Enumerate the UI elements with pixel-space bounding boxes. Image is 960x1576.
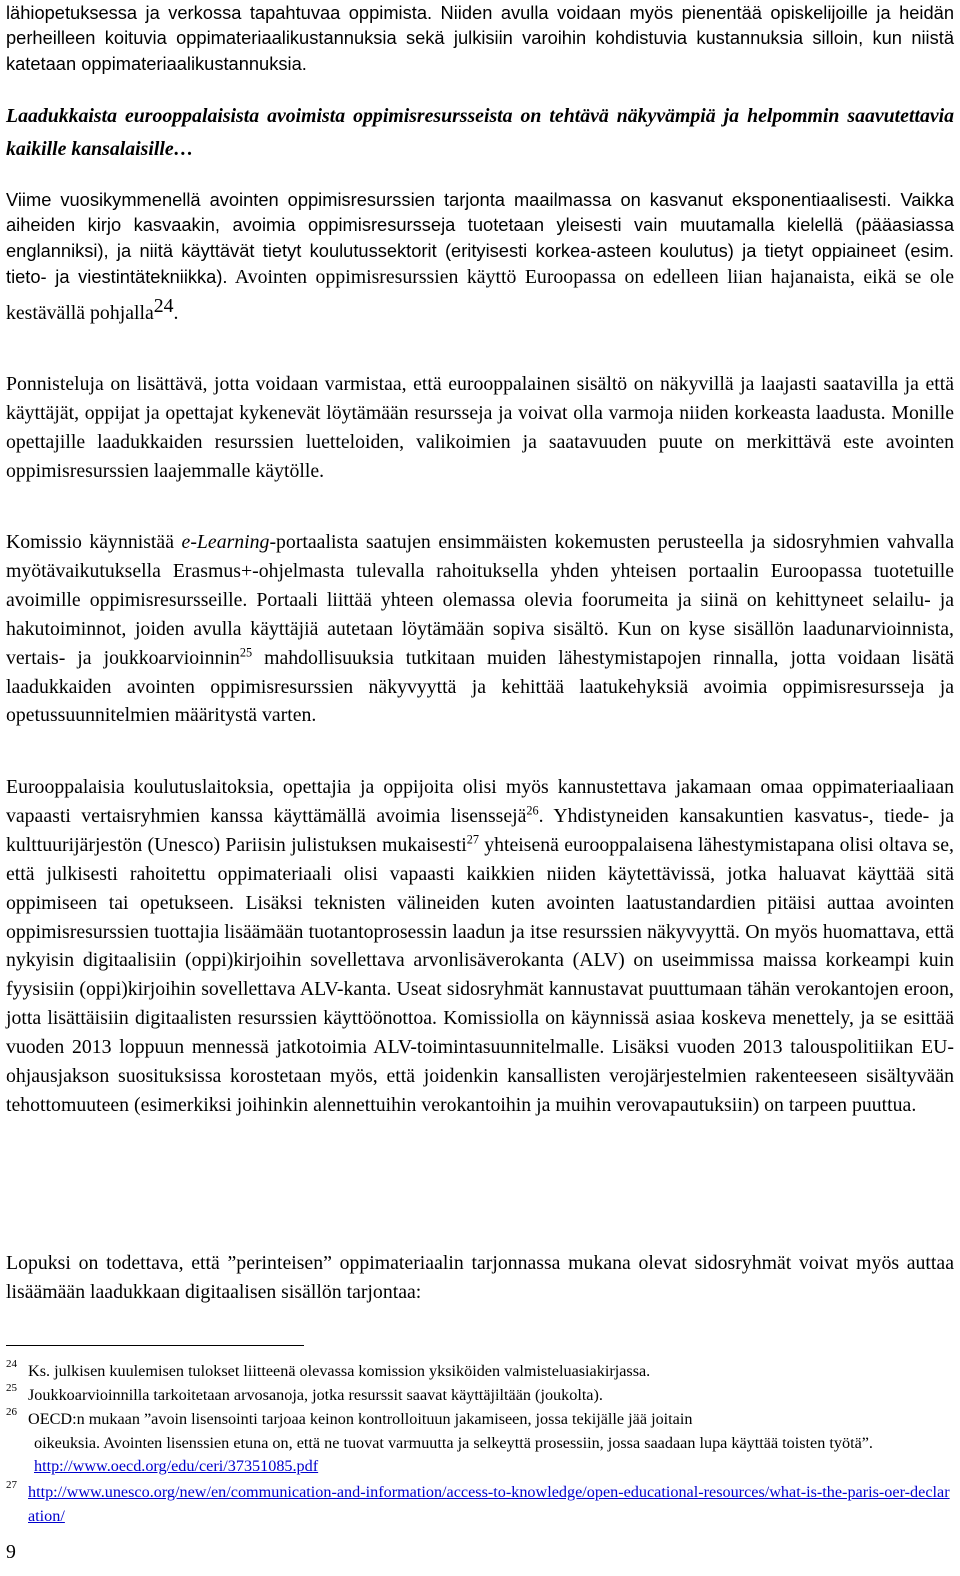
footnote-ref[interactable]: 27 bbox=[466, 832, 479, 847]
paragraph-text: Komissio käynnistää bbox=[6, 531, 182, 553]
paragraph-intro bbox=[6, 0, 954, 76]
paragraph-portal bbox=[6, 528, 954, 730]
footnote-text bbox=[6, 1408, 950, 1479]
paragraph-efforts: Ponnisteluja on lisättävä, jotta voidaan varmistaa, että eurooppalainen sisältö on näkyvillä ja laajasti saatavilla ja että käyttäjät, oppijat ja opettajat kykenevät löytämään resursseja ja voivat olla varmoja niiden korkeasta laadusta. Monille opettajille laadukkaiden resurssien luetteloiden, valikoimien ja saatavuuden puute on merkittävä este avointen oppimisresurssien laajemmalle käytölle. bbox=[6, 373, 954, 482]
footnote bbox=[6, 1384, 950, 1408]
footnote-text: Ks. julkisen kuulemisen tulokset liitteenä olevassa komission yksiköiden valmisteluasiakirjassa. bbox=[28, 1362, 651, 1380]
paragraph-text: . bbox=[173, 302, 179, 325]
footnote-ref[interactable]: 25 bbox=[239, 645, 253, 660]
footnote-text-line: OECD:n mukaan ”avoin lisensointi tarjoaa keinon kontrolloituun jakamiseen, jossa tekijälle jää joitain bbox=[28, 1410, 693, 1428]
paragraph-conclusion: Lopuksi on todettava, että ”perinteisen” oppimateriaalin tarjonnassa mukana olevat sidosryhmät voivat myös auttaa lisäämään laadukkaan digitaalisen sisällön tarjontaa: bbox=[6, 1252, 954, 1303]
paragraph-text: . Yhdistyneiden kansakuntien kasvatus-, tiede- ja kulttuurijärjestön (Unesco) Pariisin julistuksen mukaisesti bbox=[6, 804, 954, 856]
footnote-text bbox=[6, 1481, 950, 1528]
footnote-divider bbox=[6, 1345, 304, 1346]
footnote-number: 27 bbox=[6, 1479, 17, 1491]
footnote-link[interactable]: http://www.unesco.org/new/en/communication-and-information/access-to-knowledge/open-educational-resources/what-is-the-paris-oer-declaration/ bbox=[28, 1483, 950, 1525]
footnote-text-line: oikeuksia. Avointen lisenssien etuna on, että ne tuovat varmuutta ja selkeyttä prosessiin, jossa saadaan lupa käyttää toisten työtä”. bbox=[34, 1433, 873, 1452]
emphasis-text: e-Learning bbox=[181, 531, 270, 553]
footnote-number: 25 bbox=[6, 1382, 17, 1394]
paragraph-text: Avointen oppimisresurssien käyttö Euroopassa on edelleen liian hajanaista, eikä se ole kestävällä pohjalla bbox=[6, 266, 954, 325]
footnote bbox=[6, 1481, 950, 1528]
paragraph-open-resources bbox=[6, 187, 954, 328]
footnote-number: 24 bbox=[6, 1358, 17, 1370]
footnote bbox=[6, 1408, 950, 1479]
footnote-text-continuation bbox=[28, 1432, 950, 1479]
footnote-text: Joukkoarvioinnilla tarkoitetaan arvosanoja, jotka resurssit saavat käyttäjiltään (joukolta). bbox=[28, 1386, 603, 1404]
paragraph-text: Viime vuosikymmenellä avointen oppimisresurssien tarjonta maailmassa on kasvanut eksponentiaalisesti. bbox=[6, 189, 892, 210]
paragraph-text: -portaalista saatujen ensimmäisten kokemusten perusteella ja sidosryhmien vahvalla myötävaikutuksella Erasmus+-ohjelmasta tulevalla rahoituksella yhden yhteisen portaalin Euroopassa tuotetuille avoimille oppimisresursseille. Portaali liittää yhteen olemassa olevia foorumeita ja siinä on kehittyneet selailu- ja hakutoiminnot, joiden avulla käyttäjiä autetaan löytämään sopiva sisältö. Kun on kyse sisällön laadunarvioinnista, vertais- ja joukkoarvioinnin bbox=[6, 531, 955, 669]
footnote-ref[interactable]: 24 bbox=[153, 295, 174, 318]
paragraph-text: yhteisenä eurooppalaisena lähestymistapana olisi oltava se, että julkisesti rahoitettu oppimateriaali olisi vapaasti kaikkien niiden käytettävissä, jotka haluavat käyttää sitä oppimiseen tai opetukseen. Lisäksi teknisten välineiden kuten avointen laatustandardien pitäisi auttaa avointen oppimisresurssien tuottajia lisäämään tuotantoprosessin laadun ja itse resurssien näkyvyyttä. On myös huomattava, että nykyisin digitaalisiin (oppi)kirjoihin sovellettava arvonlisäverokanta (ALV) on useimmissa maissa korkeampi kuin fyysisiin (oppi)kirjoihin sovellettava ALV-kanta. Useat sidosryhmät kannustavat puuttumaan tähän verokantojen eroon, jotta lisättäisiin digitaalisten resurssien käyttöönottoa. Komissiolla on käynnissä asiaa koskeva menettely, ja se esittää vuoden 2013 loppuun mennessä jatkotoimia ALV-toimintasuunnitelmalle. Lisäksi vuoden 2013 talouspolitiikan EU-ohjausjakson suosituksissa korostetaan myös, että joidenkin kansallisten verojärjestelmien rakenteeseen sisältyvään tehottomuuteen (esimerkiksi joihinkin alennettuihin verokantoihin ja muihin verovapautuksiin) on tarpeen puuttua. bbox=[6, 833, 954, 1116]
footnote-link[interactable]: http://www.oecd.org/edu/ceri/37351085.pdf bbox=[34, 1457, 319, 1476]
paragraph-text: Eurooppalaisia koulutuslaitoksia, opettajia ja oppijoita olisi myös kannustettava jakamaan omaa oppimateriaaliaan vapaasti vertaisryhmien kanssa käyttämällä avoimia lisenssejä bbox=[6, 776, 954, 827]
paragraph-text: lähiopetuksessa ja verkossa tapahtuvaa oppimista. Niiden avulla voidaan myös pienentää opiskelijoille ja heidän perheilleen koituvia oppimateriaalikustannuksia sekä julkisiin varoihin kohdistuvia kustannuksia silloin, kun niistä katetaan oppimateriaalikustannuksia. bbox=[6, 2, 954, 74]
footnote-number: 26 bbox=[6, 1406, 17, 1418]
paragraph-licensing bbox=[6, 773, 954, 1120]
footnote bbox=[6, 1360, 950, 1384]
page-number: 9 bbox=[6, 1541, 16, 1563]
footnote-ref[interactable]: 26 bbox=[526, 803, 539, 818]
section-heading: Laadukkaista eurooppalaisista avoimista oppimisresursseista on tehtävä näkyvämpiä ja helpommin saavutettavia kaikille kansalaisille… bbox=[6, 105, 954, 160]
paragraph-text: mahdollisuuksia tutkitaan muiden lähestymistapojen rinnalla, jotta voidaan lisätä laadukkaiden avointen oppimisresurssien näkyvyyttä ja kehittää laatukehyksiä avoimia oppimisresursseja ja opetussuunnitelmien määritystä varten. bbox=[6, 646, 954, 727]
paragraph-text: Vaikka aiheiden kirjo kasvaakin, avoimia oppimisresursseja tuotetaan yleisesti vain muutamalla kielellä (pääasiassa englanniksi), ja niitä käyttävät tietyt koulutussektorit (erityisesti korkea-asteen koulutus) ja tietyt oppiaineet (esim. tieto- ja viestintätekniikka). bbox=[6, 189, 954, 288]
